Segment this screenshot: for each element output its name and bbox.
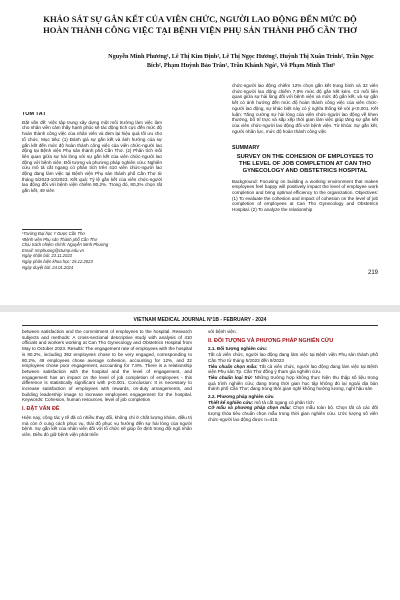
journal-header: VIETNAM MEDICAL JOURNAL N°1B - FEBRUARY - 2024 — [133, 317, 267, 323]
design-label: Thiết kế nghiên cứu: — [208, 399, 254, 405]
summary-continuation: between satisfaction and the commitment of employees to the hospital. Research subjects and methods: A cross-sectional descriptive study with analysis of 410 officials and workers working at Can Tho Gynecology and Obstetrics Hospital from May to October 2023. Results: The engagement rate of employees with the hospital is 80.2%, including 392 employees chose to be very engaged, corresponding to 80.2%, 49 employees chose average cohesion, accounting for 12%, and 32 employees chose poor engagement, accounting for 7.8%. There is a relationship between satisfaction with the hospital and the level of engagement, and engagement has an impact on the level of job completion of employees - this difference is statistically significant with p<0.001. Conclusion: It is necessary to increase satisfaction of employees with rewards, on-duty arrangements, and building leadership image to increase employees engagement for the hospital. Keywords: Cohesion, human resources, level of job completion — [22, 329, 192, 403]
page2-column-right — [208, 329, 378, 599]
design-text: mô tả cắt ngang có phân tích — [254, 399, 314, 405]
sampling-label: Cỡ mẫu và phương pháp chọn mẫu: — [208, 405, 292, 411]
journal-header-rule — [22, 325, 378, 326]
english-summary — [232, 145, 378, 213]
footnote-affiliations: ¹Trường Đại học Y Dược Cần Thơ ²Bệnh viện Phụ sản Thành phố Cần Thơ Chịu trách nhiệm chính: Nguyễn Minh Phương Email: nmphuong@ctump.edu.vn Ngày nhận bài: 23.11.2023 Ngày phản biện khoa học: 25.12.2023 Ngày duyệt bài: 24.01.2024 — [22, 231, 109, 270]
summary-heading: SUMMARY — [232, 145, 260, 151]
author-list: Nguyễn Minh Phương¹, Lê Thị Kim Định², Lê Thị Ngọc Hương², Huỳnh Thị Xuân Trinh², Trần Ngọc Bích², Phạm Huỳnh Bảo Trân², Trần Khánh Ngà¹, Võ Phạm Minh Thư¹ — [108, 53, 374, 69]
inclusion-criteria-text: Tất cả viên chức, người lao động đang làm việc tại Bệnh viện Phụ sản Tp. Cần Thơ đồng ý tham gia nghiên cứu. — [208, 363, 378, 375]
abstract-heading: TÓM TẮT — [22, 112, 46, 117]
abstract-text-left: Đặt vấn đề: Việc tập trung xây dựng một môi trường làm việc làm cho nhân viên cảm thấy hạnh phúc sẽ tác động tích cực đến mức độ hoàn thành công việc của nhân viên và đem lại hiệu quả tối ưu cho tổ chức. Mục tiêu: (1) Đánh giá sự gắn kết và ảnh hưởng của sự gắn kết đến mức độ hoàn thành công việc của viên chức-người lao động tại Bệnh viện Phụ sản thành phố Cần Thơ. (2) Phân tích mối liên quan giữa sự hài lòng với sự gắn kết của viên chức-người lao động với bệnh viện. Đối tượng và phương pháp nghiên cứu: Nghiên cứu mô tả cắt ngang có phân tích trên 410 viên chức-người lao động đang làm việc tại Bệnh viện Phụ sản thành phố Cần Thơ từ tháng 5/2023-10/2023. Kết quả: Tỷ lệ gắn kết của viên chức-người lao động đối với bệnh viện chiếm 80,2%. Trong đó, 80,2% chọn rất gắn kết, 49 viên — [22, 119, 162, 194]
section-heading-methods: II. ĐỐI TƯỢNG VÀ PHƯƠNG PHÁP NGHIÊN CỨU — [208, 337, 334, 344]
intro-continuation: với bệnh viện. — [208, 329, 237, 334]
article-title-vietnamese: KHẢO SÁT SỰ GẮN KẾT CỦA VIÊN CHỨC, NGƯỜI LAO ĐỘNG ĐẾN MỨC ĐỘ HOÀN THÀNH CÔNG VIỆC TẠI BỆNH VIỆN PHỤ SẢN THÀNH PHỐ CẦN THƠ — [43, 14, 357, 35]
subjects-text: Tất cả viên chức, người lao động đang làm việc tại Bệnh viện Phụ sản thành phố Cần Thơ từ tháng 5/2023 đến 9/2023 — [208, 352, 378, 363]
inclusion-criteria-label: Tiêu chuẩn chọn mẫu: — [208, 363, 258, 369]
paper-page-second — [0, 312, 400, 600]
subsection-heading-subjects: 2.1. Đối tượng nghiên cứu: — [208, 346, 268, 352]
subsection-heading-methods: 2.2. Phương pháp nghiên cứu — [208, 394, 274, 400]
exclusion-criteria-text: Những trường hợp không thực hiện thu thập số liệu trong quá trình nghiên cứu; đang trong thời gian học tập không đủ lại ngoài địa bàn thành phố Cần Thơ; đang trong thời gian nghỉ không hưởng lương, nghỉ hậu sản — [208, 374, 378, 392]
summary-body: Background: Focusing on building a working environment that makes employees feel happy will positively impact the level of employee work completion and bring optimal efficiency to the organization. Objectives: (1) To evaluate the cohesion and impact of cohesion on the level of job completion of employees at Can Tho Gynecology and Obstetrics Hospital. (2) To analyze the relationship — [232, 178, 378, 213]
section-heading-introduction: I. ĐẶT VẤN ĐỀ — [22, 406, 60, 413]
abstract-text-right: chức-người lao động chiếm 12% chọn gắn kết trung bình và 32 viên chức-người lao động chiếm 7,8% mức độ gắn kết kém. Có mối liên quan giữa sự hài lòng đối với bệnh viện và mức độ gắn kết, và sự gắn kết có ảnh hưởng đến mức độ hoàn thành công việc của viên chức-người lao động, sự khác biệt này có ý nghĩa thống kê với p<0,001. Kết luận: Tăng cường sự hài lòng của viên chức-người lao động về khen thưởng, bố trí trực và sắp xếp thời gian làm việc giúp tăng sự gắn kết của viên chức-người lao động đối với bệnh viện. Từ khóa: Sự gắn kết, người nhân lực, mức độ hoàn thành công việc — [232, 83, 378, 134]
page-number: 219 — [367, 270, 378, 276]
abstract-column-right — [232, 83, 378, 143]
exclusion-criteria-label: Tiêu chuẩn loại trừ: — [208, 374, 253, 380]
page2-column-left — [22, 329, 192, 599]
summary-title: SURVEY ON THE COHESION OF EMPLOYEES TO THE LEVEL OF JOB COMPLETION AT CAN THO GYNECOLOGY AND OBSTETRICS HOSPITAL — [236, 154, 374, 175]
introduction-text: Hiện nay, công tác y tế đã có nhiều thay đổi, không chỉ ở chất lượng khám, điều trị mà còn ở cung cách phục vụ, thái độ phục vụ hướng đến sự hài lòng của người bệnh. Sự gắn kết của nhân viên đối với tổ chức sẽ giúp ổn định trong đội ngũ nhân viên. Điều đó giữ bệnh viện phát triển — [22, 414, 192, 437]
footnote-separator — [22, 229, 82, 230]
sampling-text: Chọn mẫu toàn bộ. Chọn tất cả các đối tượng thỏa tiêu chuẩn chọn mẫu trong thời gian nghiên cứu. Ước lượng số viên chức-người lao động được n=410. — [208, 405, 378, 422]
abstract-column-left — [22, 112, 162, 224]
